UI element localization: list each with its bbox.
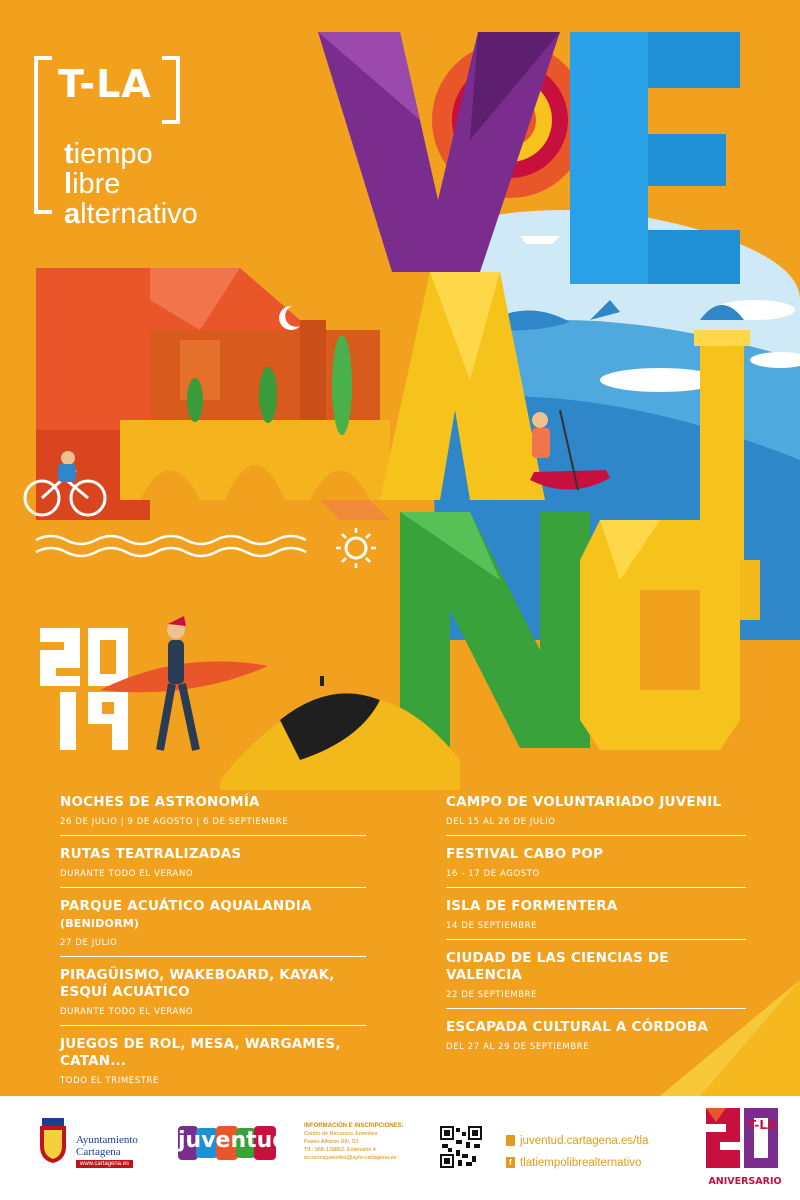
event-title-note: (BENIDORM) — [60, 917, 140, 930]
info-block — [304, 1122, 416, 1162]
cypress-tree — [332, 335, 352, 435]
link-icon — [506, 1135, 515, 1146]
coat-of-arms-icon — [36, 1118, 70, 1164]
tla-logo — [34, 56, 254, 246]
info-line: Paseo Alfonso XIII, 53 — [304, 1139, 359, 1145]
event-date: DURANTE TODO EL VERANO — [60, 869, 194, 879]
juventud-logo[interactable] — [178, 1122, 289, 1166]
ayuntamiento-web[interactable]: www.cartagena.es — [76, 1160, 133, 1168]
event-date: DURANTE TODO EL VERANO — [60, 1007, 194, 1017]
event-title: FESTIVAL CABO POP — [446, 846, 604, 862]
sun-icon — [346, 538, 366, 558]
links-block — [506, 1130, 649, 1174]
ayuntamiento-city: Cartagena — [76, 1146, 121, 1158]
anniversary-mark — [700, 1102, 790, 1176]
event-date: 16 - 17 DE AGOSTO — [446, 869, 540, 879]
event-title: CAMPO DE VOLUNTARIADO JUVENIL — [446, 794, 722, 810]
cypress-tree — [259, 367, 277, 423]
logo-line-tiempo: tiempo — [64, 138, 153, 170]
event-item — [60, 842, 366, 888]
facebook-icon: f — [506, 1157, 515, 1168]
event-title: RUTAS TEATRALIZADAS — [60, 846, 242, 862]
anniversary-label: ANIVERSARIO — [708, 1176, 782, 1187]
event-title: CIUDAD DE LAS CIENCIAS DE VALENCIA — [446, 950, 669, 983]
event-title: ISLA DE FORMENTERA — [446, 898, 618, 914]
logo-bracket-left — [34, 56, 52, 214]
web-link[interactable]: juventud.cartagena.es/tla — [520, 1135, 649, 1147]
facebook-link-row[interactable] — [506, 1152, 649, 1174]
event-item — [60, 1032, 366, 1094]
logo-line-alternativo: alternativo — [64, 198, 198, 230]
event-date: 22 DE SEPTIEMBRE — [446, 990, 538, 1000]
event-date: TODO EL TRIMESTRE — [60, 1076, 160, 1086]
anniversary-mark-text: T-LA — [748, 1118, 777, 1132]
anniversary-badge — [700, 1102, 790, 1192]
web-link-row[interactable] — [506, 1130, 649, 1152]
event-item — [60, 894, 366, 957]
footer — [0, 1096, 800, 1200]
logo-bracket-right — [162, 56, 180, 124]
juventud-logo-text: juventud — [178, 1128, 289, 1153]
tower — [300, 320, 326, 420]
ayuntamiento-name: Ayuntamiento — [76, 1134, 138, 1146]
event-date: DEL 27 AL 29 DE SEPTIEMBRE — [446, 1042, 590, 1052]
qr-code-icon — [440, 1126, 482, 1168]
event-date: DEL 15 AL 26 DE JULIO — [446, 817, 556, 827]
event-item — [446, 842, 746, 888]
facebook-link[interactable]: tlatiempolibrealternativo — [520, 1157, 642, 1169]
event-title: NOCHES DE ASTRONOMÍA — [60, 794, 260, 810]
cypress-tree — [187, 378, 203, 422]
event-date: 14 DE SEPTIEMBRE — [446, 921, 538, 931]
logo-mark: T-LA — [58, 62, 152, 106]
cyclist-body — [58, 464, 76, 482]
surfer-body — [168, 640, 184, 684]
event-date: 27 DE JULIO — [60, 938, 118, 948]
logo-line-libre: libre — [64, 168, 121, 200]
cyclist-head — [61, 451, 75, 465]
event-title: PARQUE ACUÁTICO AQUALANDIA (BENIDORM) — [60, 898, 312, 930]
event-title: JUEGOS DE ROL, MESA, WARGAMES, CATAN... — [60, 1036, 341, 1069]
info-line[interactable]: w.cursosjuveniles@ayto-cartagena.es — [304, 1155, 397, 1161]
info-heading: INFORMACIÓN E INSCRIPCIONES: — [304, 1123, 404, 1129]
info-line: Tlf.: 968-128862. Extensión 4 — [304, 1147, 376, 1153]
event-item — [60, 963, 366, 1026]
event-item — [60, 790, 366, 836]
event-date: 26 DE JULIO | 9 DE AGOSTO | 6 DE SEPTIEMBRE — [60, 817, 289, 827]
event-item — [446, 790, 746, 836]
ayuntamiento-logo[interactable] — [36, 1118, 156, 1168]
events-column-left — [60, 790, 366, 1100]
event-title: PIRAGÜISMO, WAKEBOARD, KAYAK, ESQUÍ ACUÁTICO — [60, 967, 335, 1000]
event-title: ESCAPADA CULTURAL A CÓRDOBA — [446, 1019, 709, 1035]
info-line: Centro de Recursos Juveniles — [304, 1131, 378, 1137]
qr-code[interactable] — [440, 1126, 482, 1168]
folded-corner — [640, 980, 800, 1096]
event-item — [446, 894, 746, 940]
